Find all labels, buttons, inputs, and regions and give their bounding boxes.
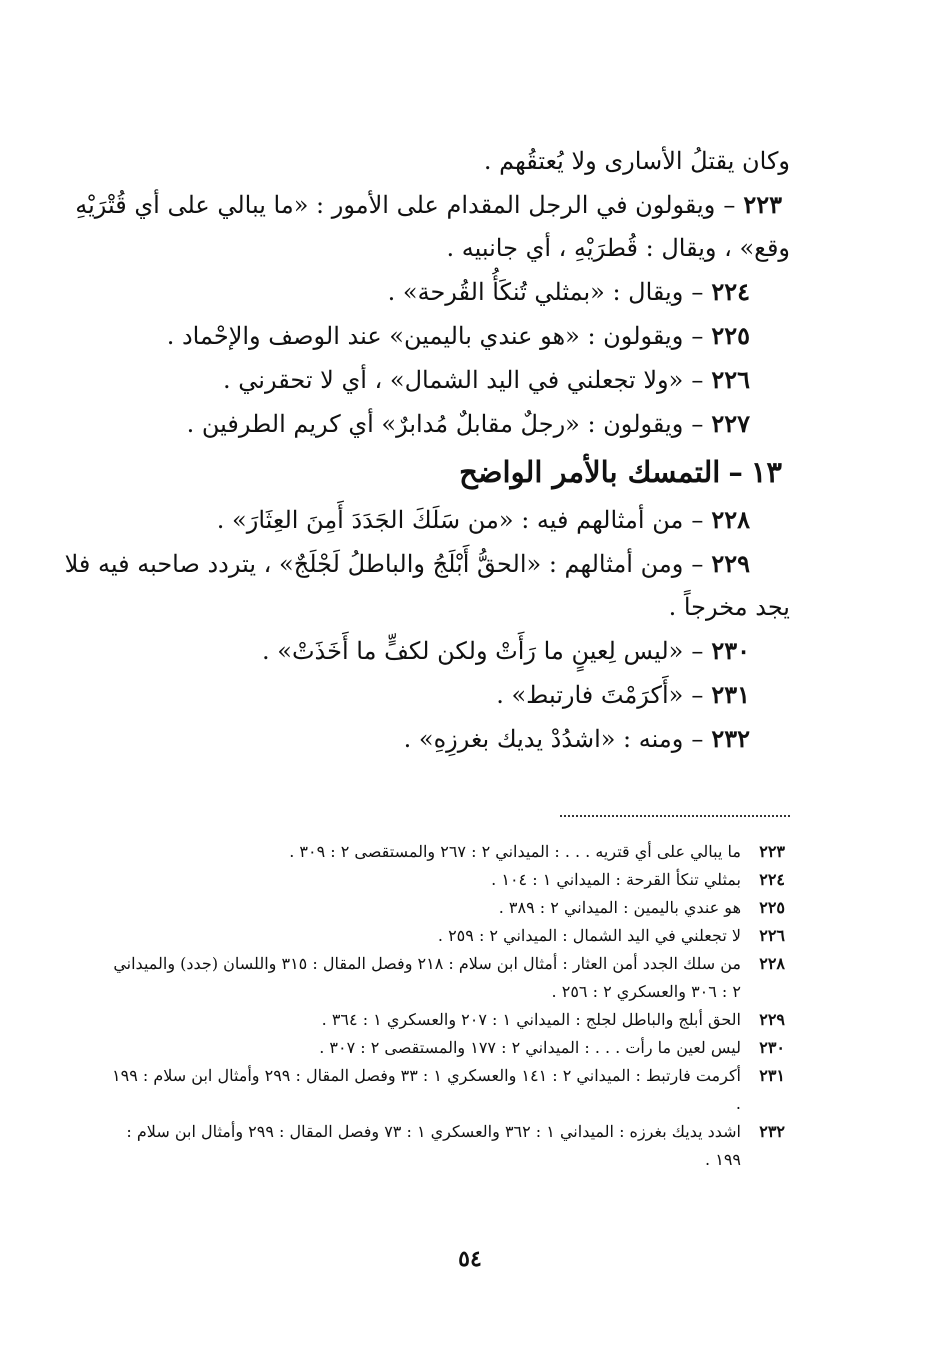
entry-number: ٢٢٣ <box>743 190 782 219</box>
footnote <box>112 1034 785 1062</box>
paragraph-223 <box>75 183 790 227</box>
entry-text: ويقولون في الرجل المقدام على الأمور : «ما يبالي على أي قُتْرَيْهِ <box>75 191 716 219</box>
dash: – <box>691 366 704 394</box>
paragraph-231 <box>115 673 790 717</box>
dash: – <box>691 322 704 350</box>
dash: – <box>691 506 704 534</box>
paragraph-227 <box>115 402 790 446</box>
entry-text: ويقولون : «رجلٌ مقابلٌ مُدابرٌ» أي كريم الطرفين . <box>186 410 684 438</box>
footnote <box>112 1062 785 1118</box>
footnote-number: ٢٣٢ <box>759 1122 785 1141</box>
main-text <box>64 140 790 761</box>
footnote-text: اشدد يديك بغرزه : الميداني ١ : ٣٦٢ والعسكري ١ : ٧٣ وفصل المقال : ٢٩٩ وأمثال ابن سلام : ١٩٩ . <box>126 1122 741 1169</box>
dash: – <box>728 455 743 489</box>
paragraph-224 <box>115 270 790 314</box>
footnote <box>112 950 785 1006</box>
dash: – <box>691 725 704 753</box>
dash: – <box>723 191 736 219</box>
footnote-text: أكرمت فارتبط : الميداني ٢ : ١٤١ والعسكري ١ : ٣٣ وفصل المقال : ٢٩٩ وأمثال ابن سلام : ١٩٩ . <box>112 1066 741 1113</box>
footnote-text: ليس لعين ما رأت . . . : الميداني ٢ : ١٧٧ والمستقصى ٢ : ٣٠٧ . <box>319 1038 741 1057</box>
footnote-text: ما يبالي على أي قتريه . . . : الميداني ٢ : ٢٦٧ والمستقصى ٢ : ٣٠٩ . <box>289 842 741 861</box>
entry-text: من أمثالهم فيه : «من سَلَكَ الجَدَدَ أَمِنَ العِثَارَ» . <box>216 506 684 534</box>
paragraph-229 <box>64 542 790 586</box>
entry-number: ٢٢٨ <box>711 505 750 534</box>
page-number: ٥٤ <box>458 1246 482 1272</box>
footnote <box>112 1006 785 1034</box>
paragraph-228 <box>115 498 790 542</box>
text-line: وقع» ، ويقال : قُطرَيْهِ ، أي جانبيه . <box>446 234 790 262</box>
entry-number: ٢٣١ <box>711 680 750 709</box>
dash: – <box>691 681 704 709</box>
entry-number: ٢٢٦ <box>711 365 750 394</box>
footnote-text: الحق أبلج والباطل لجلج : الميداني ١ : ٢٠٧ والعسكري ١ : ٣٦٤ . <box>321 1010 741 1029</box>
entry-text: ويقال : «بمثلي تُنكَأُ القُرحة» . <box>387 278 684 306</box>
footnote-number: ٢٢٣ <box>759 842 785 861</box>
paragraph-225 <box>115 314 790 358</box>
entry-number: ٢٢٩ <box>711 549 750 578</box>
dash: – <box>691 278 704 306</box>
entry-text: ويقولون : «هو عندي باليمين» عند الوصف والإحْماد . <box>166 322 684 350</box>
footnotes <box>112 838 785 1174</box>
footnote-separator <box>560 815 790 817</box>
entry-number: ٢٢٧ <box>711 409 750 438</box>
footnote-text: لا تجعلني في اليد الشمال : الميداني ٢ : ٢٥٩ . <box>437 926 741 945</box>
entry-number: ٢٣٢ <box>711 724 750 753</box>
section-title: التمسك بالأمر الواضح <box>459 455 721 489</box>
footnote-number: ٢٣٠ <box>759 1038 785 1057</box>
dash: – <box>691 410 704 438</box>
section-heading <box>115 446 790 498</box>
entry-text: «أَكرَمْتَ فارتبط» . <box>496 681 684 709</box>
entry-text: ومن أمثالهم : «الحقُّ أَبْلَجُ والباطلُ لَجْلَجٌ» ، يتردد صاحبه فيه فلا <box>64 550 684 578</box>
entry-number: ٢٢٥ <box>711 321 750 350</box>
footnote-number: ٢٣١ <box>759 1066 785 1085</box>
footnote <box>112 838 785 866</box>
footnote-number: ٢٢٦ <box>759 926 785 945</box>
footnote-number: ٢٢٤ <box>759 870 785 889</box>
footnote-number: ٢٢٥ <box>759 898 785 917</box>
entry-text: ومنه : «اشدُدْ يديك بغرزِهِ» . <box>403 725 684 753</box>
dash: – <box>691 637 704 665</box>
entry-text: «ليس لِعينٍ ما رَأَتْ ولكن لكفٍّ ما أَخَذَتْ» . <box>262 637 684 665</box>
paragraph-232 <box>115 717 790 761</box>
footnote <box>112 894 785 922</box>
footnote <box>112 866 785 894</box>
footnote-number: ٢٢٩ <box>759 1010 785 1029</box>
entry-number: ٢٣٠ <box>711 636 750 665</box>
footnote-text: هو عندي باليمين : الميداني ٢ : ٣٨٩ . <box>498 898 741 917</box>
text-line: وكان يقتلُ الأسارى ولا يُعتقُهم . <box>483 147 790 175</box>
entry-number: ٢٢٤ <box>711 277 750 306</box>
footnote-text: بمثلي تنكأ القرحة : الميداني ١ : ١٠٤ . <box>491 870 741 889</box>
section-number: ١٣ <box>750 455 782 489</box>
dash: – <box>691 550 704 578</box>
footnote <box>112 1118 785 1174</box>
footnote <box>112 922 785 950</box>
text-line: يجد مخرجاً . <box>668 593 790 621</box>
paragraph-230 <box>115 629 790 673</box>
entry-text: «ولا تجعلني في اليد الشمال» ، أي لا تحقرني . <box>223 366 684 394</box>
footnote-text: من سلك الجدد أمن العثار : أمثال ابن سلام : ٢١٨ وفصل المقال : ٣١٥ واللسان (جدد) والميداني ٢ : ٣٠٦ والعسكري ٢ : ٢٥٦ . <box>113 954 741 1001</box>
footnote-number: ٢٢٨ <box>759 954 785 973</box>
paragraph-226 <box>115 358 790 402</box>
